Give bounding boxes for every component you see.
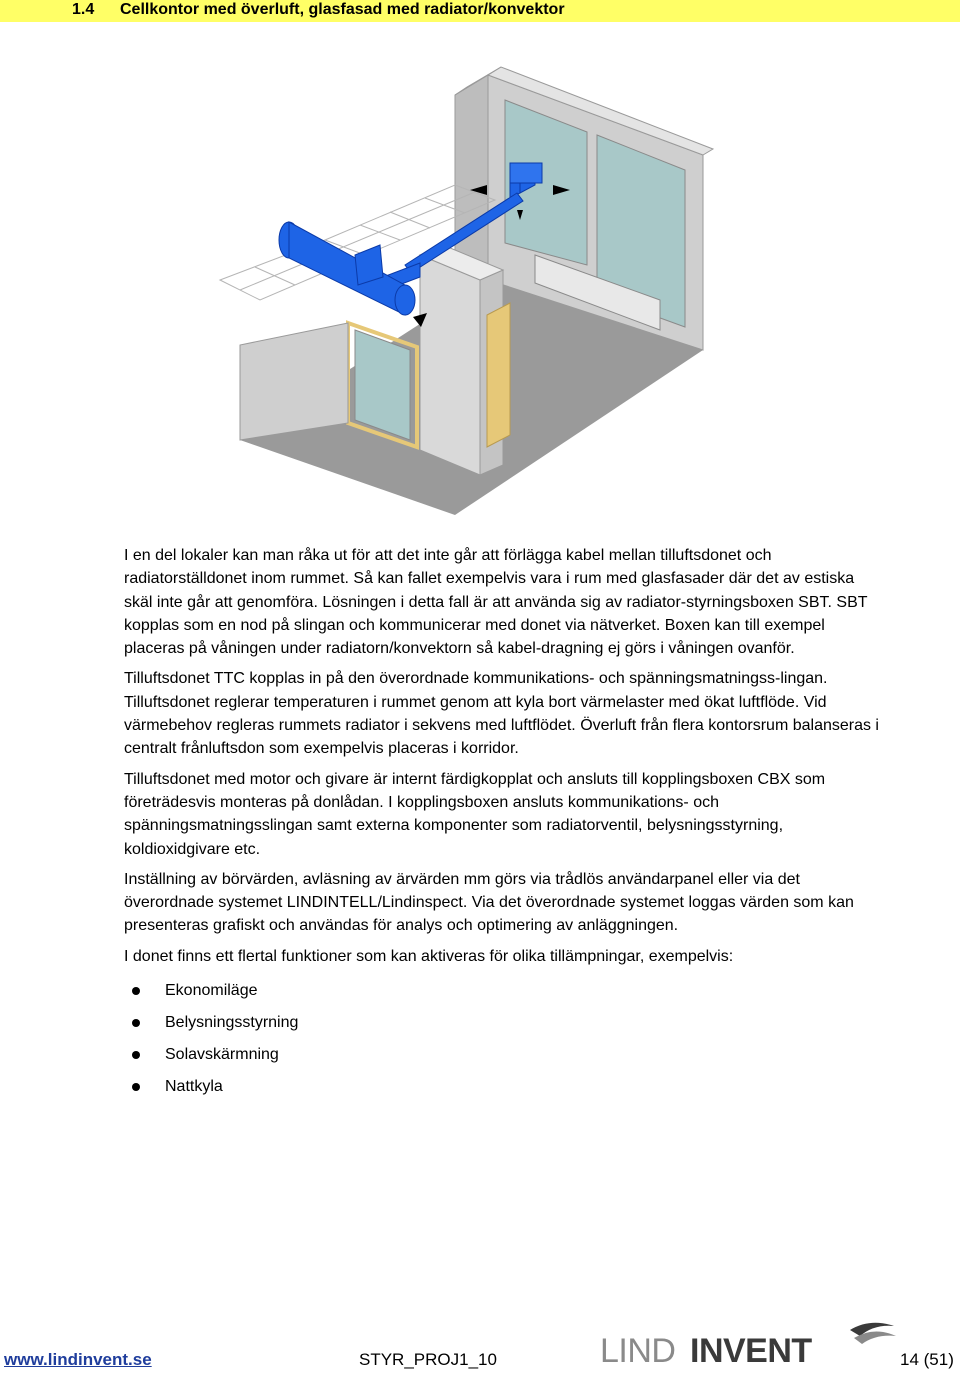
page-number: 14 (51) — [900, 1350, 954, 1369]
paragraph: I donet finns ett flertal funktioner som kan aktiveras för olika tillämpningar, exempelvis: — [124, 947, 734, 965]
office-room-illustration — [205, 45, 725, 525]
front-wall — [420, 255, 480, 475]
logo-text-light: LIND — [600, 1332, 676, 1370]
section-number: 1.4 — [72, 1, 95, 18]
bullet-icon — [132, 1083, 140, 1091]
website-link[interactable]: www.lindinvent.se — [4, 1350, 152, 1369]
paragraph: Tilluftsdonet med motor och givare är internt färdigkopplat och ansluts till kopplingsboxen CBX som företrädesvis monteras på donlådan. I kopplingsboxen ansluts kommunikations- och spänningsmatningsslingan samt externa komponenter som radiatorventil, belysningsstyrning, koldioxidgivare etc. — [124, 770, 826, 858]
door-leaf — [487, 303, 510, 447]
corridor-wall — [240, 323, 348, 440]
list-item: Nattkyla — [124, 1071, 884, 1103]
supply-air-unit — [279, 222, 415, 315]
list-item: Belysningsstyrning — [124, 1007, 884, 1039]
lindinvent-logo — [598, 1316, 898, 1372]
paragraph: Tilluftsdonet TTC kopplas in på den överordnade kommunikations- och spänningsmatningss-lingan. Tilluftsdonet reglerar temperaturen i rummet genom att kyla bort värmelaster med ökat luftflöde. Vid värmebehov regleras rummets radiator i sekvens med luftflödet. Överluft från flera kontorsrum balanseras i centralt frånluftsdon som exempelvis placeras i korridor. — [124, 670, 879, 758]
paragraph: I en del lokaler kan man råka ut för att det inte går att förlägga kabel mellan tilluftsdonet och radiatorställdonet inom rummet. Så kan fallet exempelvis vara i rum med glasfasader där det av estiska skäl inte går att genomföra. Lösningen i detta fall är att använda sig av radiator-styrningsboxen SBT. SBT kopplas som en nod på slingan och kommunicerar med donet via nätverket. Boxen kan till exempel placeras på våningen under radiatorn/konvektorn så kabel-dragning ej görs i våningen ovanför. — [124, 547, 868, 658]
document-code: STYR_PROJ1_10 — [359, 1350, 497, 1369]
function-list — [124, 975, 884, 1103]
paragraph: Inställning av börvärden, avläsning av ärvärden mm görs via trådlös användarpanel eller via det överordnade systemet LINDINTELL/Lindinspect. Via det överordnade systemet loggas värden som kan presenteras grafiskt och användas för analys och optimering av anläggningen. — [124, 870, 854, 935]
body-text — [124, 544, 884, 1103]
door-glass — [355, 330, 410, 440]
bullet-icon — [132, 1051, 140, 1059]
list-item: Solavskärmning — [124, 1039, 884, 1071]
list-item: Ekonomiläge — [124, 975, 884, 1007]
section-title: Cellkontor med överluft, glasfasad med radiator/konvektor — [120, 1, 565, 18]
bullet-icon — [132, 1019, 140, 1027]
logo-text-bold: INVENT — [690, 1332, 812, 1370]
bullet-icon — [132, 987, 140, 995]
